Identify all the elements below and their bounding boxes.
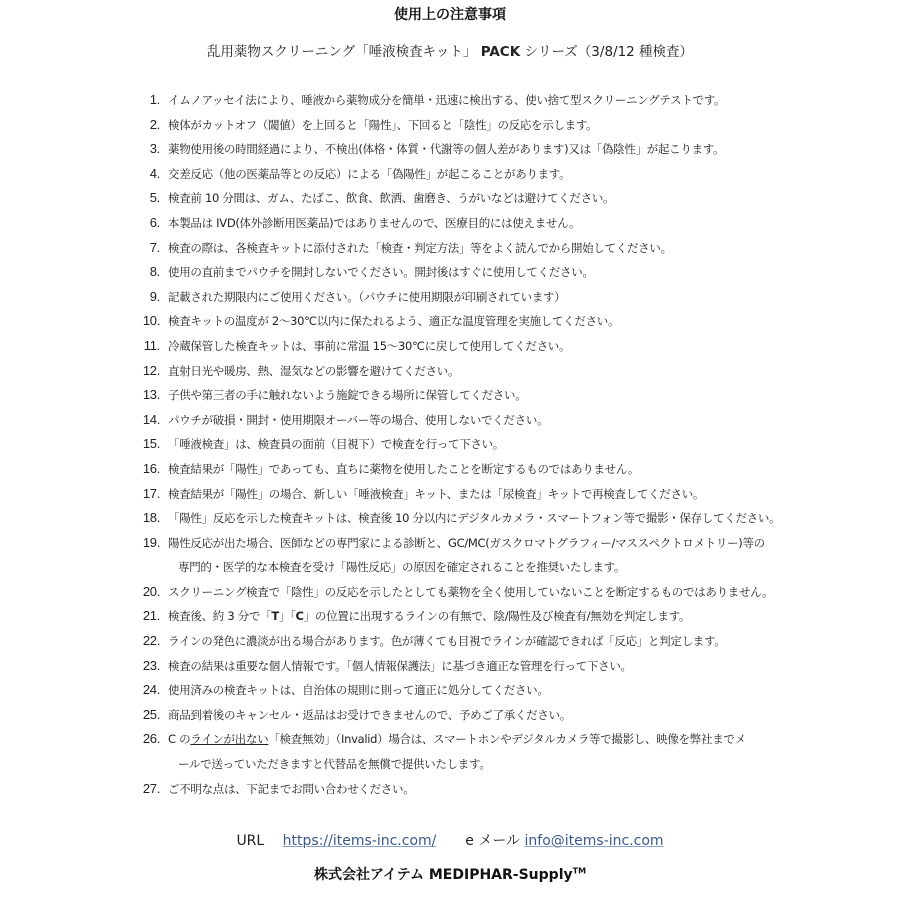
item-number: 4. [149, 165, 160, 181]
item-text: 子供や第三者の手に触れないよう施錠できる場所に保管してください。 [168, 388, 527, 403]
list-item [0, 236, 900, 261]
item-text: ラインの発色に濃淡が出る場合があります。色が薄くても目視でラインが確認できれば「反応」と判定します。 [168, 634, 726, 649]
item-text: パウチが破損・開封・使用期限オーバー等の場合、使用しないでください。 [168, 412, 549, 427]
item-text [168, 604, 690, 629]
item-text: 検査の結果は重要な個人情報です。「個人情報保護法」に基づき適正な管理を行って下さい。 [168, 658, 632, 673]
item-number: 13. [142, 387, 160, 403]
list-item [0, 727, 900, 752]
underlined-text: ラインが出ない [190, 732, 269, 747]
list-item [0, 260, 900, 285]
item-text: 交差反応（他の医薬品等との反応）による「偽陽性」が起こることがあります。 [168, 166, 571, 181]
list-item [0, 506, 900, 531]
list-item [0, 678, 900, 703]
list-item-continuation: ールで送っていただきますと代替品を無償で提供いたします。 [178, 757, 491, 772]
list-item [0, 137, 900, 162]
list-item [0, 88, 900, 113]
item-number: 17. [142, 485, 160, 501]
item-number: 26. [142, 731, 160, 747]
item-text: ご不明な点は、下記までお問い合わせください。 [168, 781, 415, 796]
item-number: 2. [149, 116, 160, 132]
item-number: 3. [149, 141, 160, 157]
company-name [0, 864, 900, 884]
list-item [0, 309, 900, 334]
item-text: 「唾液検査」は、検査員の面前（目視下）で検査を行って下さい。 [168, 437, 504, 452]
item-text: 「陽性」反応を示した検査キットは、検査後 10 分以内にデジタルカメラ・スマートフォン等で撮影・保存してください。 [168, 511, 781, 526]
item-number: 18. [142, 510, 160, 526]
precautions-list [0, 88, 900, 801]
page-title: 使用上の注意事項 [394, 7, 506, 23]
item-number: 15. [142, 436, 160, 452]
item-number: 10. [142, 313, 160, 329]
item-number: 22. [142, 633, 160, 649]
page-subtitle [0, 40, 900, 60]
item-number: 25. [142, 706, 160, 722]
subtitle-suffix: シリーズ（3/8/12 種検査） [520, 44, 694, 60]
company-text: 株式会社アイテム MEDIPHAR-Supply [313, 867, 573, 883]
list-item [0, 211, 900, 236]
list-item-continuation: 専門的・医学的な本検査を受け「陽性反応」の原因を確定されることを推奨いたします。 [178, 560, 626, 575]
list-item [0, 334, 900, 359]
item-text: 冷蔵保管した検査キットは、事前に常温 15～30℃に戻して使用してください。 [168, 338, 571, 353]
item-text: 検査結果が「陽性」であっても、直ちに薬物を使用したことを断定するものではありません。 [168, 461, 639, 476]
list-item [0, 186, 900, 211]
item-number: 12. [142, 362, 160, 378]
item-text-part: 」の位置に出現するラインの有無で、陰/陽性及び検査有/無効を判定します。 [303, 609, 691, 624]
list-item [0, 654, 900, 679]
url-label: URL [236, 833, 265, 849]
item-text: 検体がカットオフ（閾値）を上回ると「陽性」、下回ると「陰性」の反応を示します。 [168, 117, 598, 132]
item-text: 使用の直前までパウチを開封しないでください。開封後はすぐに使用してください。 [168, 265, 594, 280]
item-text: 薬物使用後の時間経過により、不検出(体格・体質・代謝等の個人差があります)又は「偽陰性」が起こります。 [168, 142, 725, 157]
item-text-part: 「検査無効」（Invalid）場合は、スマートホンやデジタルカメラ等で撮影し、映像を弊社までメ [268, 732, 746, 747]
item-text [168, 727, 746, 752]
item-text: 直射日光や暖房、熱、湿気などの影響を避けてください。 [168, 363, 460, 378]
item-text: 検査結果が「陽性」の場合、新しい「唾液検査」キット、または「尿検査」キットで再検査してください。 [168, 486, 705, 501]
list-item [0, 408, 900, 433]
list-item [0, 383, 900, 408]
subtitle-pack: PACK [480, 44, 521, 60]
item-number: 19. [142, 534, 160, 550]
list-item [0, 113, 900, 138]
item-text: 検査の際は、各検査キットに添付された「検査・判定方法」等をよく読んでから開始してください。 [168, 240, 672, 255]
item-text: 商品到着後のキャンセル・返品はお受けできませんので、予めご了承ください。 [168, 707, 571, 722]
list-item [0, 580, 900, 605]
list-item [0, 162, 900, 187]
item-text: 記載された期限内にご使用ください。（パウチに使用期限が印刷されています） [168, 289, 566, 304]
list-item [0, 604, 900, 629]
list-item [0, 482, 900, 507]
item-number: 9. [149, 288, 160, 304]
email-link[interactable]: info@items-inc.com [524, 833, 664, 849]
line-t-label: T [271, 609, 279, 624]
line-c-label: C [295, 609, 304, 624]
item-text-part: 検査後、約 3 分で「 [168, 609, 272, 624]
item-number: 27. [142, 780, 160, 796]
item-number: 21. [142, 608, 160, 624]
item-number: 8. [149, 264, 160, 280]
item-number: 7. [149, 239, 160, 255]
item-number: 1. [149, 92, 160, 107]
list-item [0, 777, 900, 802]
item-number: 23. [142, 657, 160, 673]
list-item [0, 285, 900, 310]
trademark-symbol: TM [572, 866, 587, 876]
item-number: 14. [142, 411, 160, 427]
contact-info [0, 830, 900, 850]
item-number: 11. [143, 337, 160, 353]
item-number: 20. [142, 583, 160, 599]
list-item [0, 703, 900, 728]
item-text: 陽性反応が出た場合、医師などの専門家による診断と、GC/MC(ガスクロマトグラフィー/マススペクトロメトリー)等の [168, 535, 765, 550]
list-item [0, 457, 900, 482]
list-item [0, 531, 900, 556]
list-item [0, 359, 900, 384]
item-text: 使用済みの検査キットは、自治体の規則に則って適正に処分してください。 [168, 683, 549, 698]
item-text-part: C の [168, 732, 191, 747]
item-number: 5. [149, 190, 160, 206]
item-text: イムノアッセイ法により、唾液から薬物成分を簡単・迅速に検出する、使い捨て型スクリーニングテストです。 [168, 93, 726, 107]
website-link[interactable]: https://items-inc.com/ [282, 833, 437, 849]
item-text: 検査キットの温度が 2～30℃以内に保たれるよう、適正な温度管理を実施してください。 [168, 314, 620, 329]
list-item [0, 629, 900, 654]
item-text: スクリーニング検査で「陰性」の反応を示したとしても薬物を全く使用していないことを断定するものではありません。 [168, 584, 774, 599]
item-text: 検査前 10 分間は、ガム、たばこ、飲食、飲酒、歯磨き、うがいなどは避けてください。 [168, 191, 615, 206]
subtitle-prefix: 乱用薬物スクリーニング「唾液検査キット」 [206, 44, 481, 60]
item-number: 24. [142, 682, 160, 698]
list-item [0, 432, 900, 457]
item-text-part: 」「 [278, 609, 296, 624]
email-label: e メール [465, 833, 521, 849]
item-number: 6. [149, 214, 160, 230]
item-number: 16. [142, 460, 160, 476]
item-text: 本製品は IVD(体外診断用医薬品)ではありませんので、医療目的には使えません。 [168, 215, 581, 230]
